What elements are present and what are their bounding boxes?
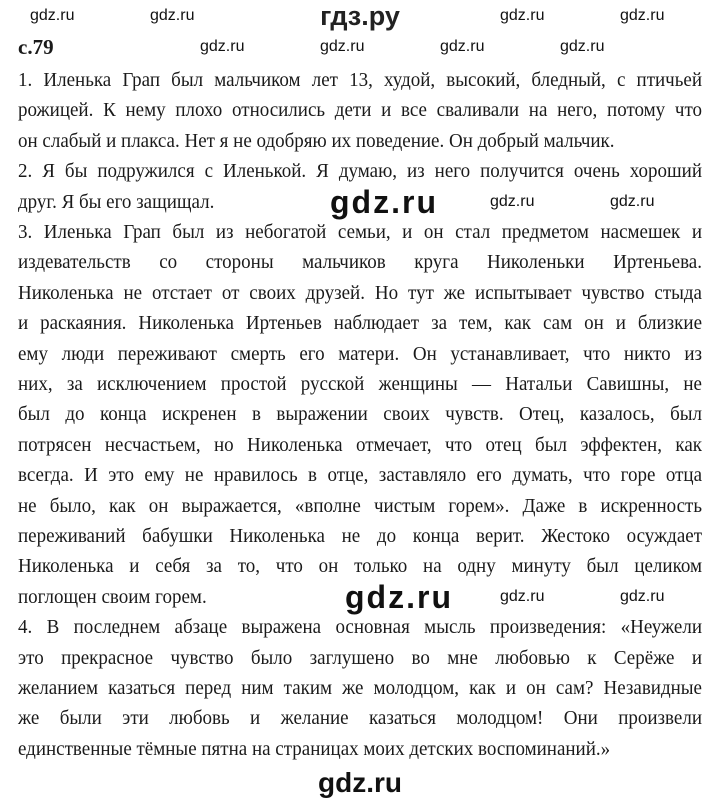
site-header-logo: гдз.ру xyxy=(320,1,400,31)
paragraph-3-line: был до конца искренен в выражении своих чувств. Отец, казалось, был xyxy=(18,403,702,426)
paragraph-3-line: потрясен несчастьем, но Николенька отмечает, что отец был эффектен, как xyxy=(18,433,702,456)
paragraph-1-line: он слабый и плакса. Нет я не одобряю их поведение. Он добрый мальчик. xyxy=(18,129,615,152)
paragraph-1-line: рожицей. К нему плохо относились дети и все сваливали на него, потому что xyxy=(18,99,702,122)
paragraph-4-line: желанием казаться перед ним таким же молодцом, как и он сам? Незавидные xyxy=(18,677,702,699)
paragraph-4-line: же были эти любовь и желание казаться молодцом! Они произвели xyxy=(18,707,702,730)
paragraph-3-line: Николенька и себя за то, что он только на одну минуту был целиком xyxy=(18,555,702,578)
watermark-small: gdz.ru xyxy=(500,587,545,605)
paragraph-3-line: 3. Иленька Грап был из небогатой семьи, и он стал предметом насмешек и xyxy=(18,221,702,243)
paragraph-3-line: издевательств со стороны мальчиков круга Николеньки Иртеньева. xyxy=(18,251,702,274)
paragraph-3-line: всегда. И это ему не нравилось в отце, заставляло его думать, что горе отца xyxy=(18,464,702,487)
paragraph-2-line: 2. Я бы подружился с Иленькой. Я думаю, из него получится очень хороший xyxy=(18,160,702,183)
watermark-small: gdz.ru xyxy=(200,38,245,55)
paragraph-3-line: них, за исключением простой русской женщины — Натальи Савишны, не xyxy=(18,373,702,395)
footer-watermark: gdz.ru xyxy=(318,767,402,798)
paragraph-3-line: не было, как он выражается, «вполне чистым горем». Даже в искренность xyxy=(18,494,702,517)
paragraph-3-line: и раскаяния. Николенька Иртеньев наблюдает за тем, как сам он и близкие xyxy=(18,312,702,335)
watermark-small: gdz.ru xyxy=(620,587,665,605)
watermark-small: gdz.ru xyxy=(150,7,195,24)
paragraph-4-line: единственные тёмные пятна на страницах моих детских воспоминаний.» xyxy=(18,737,611,760)
watermark-small: gdz.ru xyxy=(440,38,485,55)
watermark-small: gdz.ru xyxy=(320,38,365,55)
paragraph-4-line: 4. В последнем абзаце выражена основная мысль произведения: «Неужели xyxy=(18,616,702,639)
paragraph-3-line: переживаний бабушки Николенька не до конца верит. Жестоко осуждает xyxy=(18,525,702,547)
page-number: с.79 xyxy=(18,35,54,59)
watermark-small: gdz.ru xyxy=(620,7,665,24)
paragraph-3-line: поглощен своим горем. xyxy=(18,585,207,608)
watermark-small: gdz.ru xyxy=(560,38,605,55)
paragraph-2-line: друг. Я бы его защищал. xyxy=(18,190,215,213)
paragraph-1-line: 1. Иленька Грап был мальчиком лет 13, худой, высокий, бледный, с птичьей xyxy=(18,69,702,91)
watermark-large: gdz.ru xyxy=(345,578,453,615)
paragraph-4-line: это прекрасное чувство было заглушено во мне любовью к Серёже и xyxy=(18,646,702,669)
paragraph-3-line: Николенька не отстает от своих друзей. Но тут же испытывает чувство стыда xyxy=(18,281,702,304)
watermark-small: gdz.ru xyxy=(610,192,655,210)
watermark-small: gdz.ru xyxy=(500,7,545,24)
watermark-large: gdz.ru xyxy=(330,183,438,220)
paragraph-3-line: ему люди переживают смерть его матери. Он устанавливает, что никто из xyxy=(18,342,702,365)
watermark-small: gdz.ru xyxy=(30,7,75,24)
watermark-small: gdz.ru xyxy=(490,192,535,210)
